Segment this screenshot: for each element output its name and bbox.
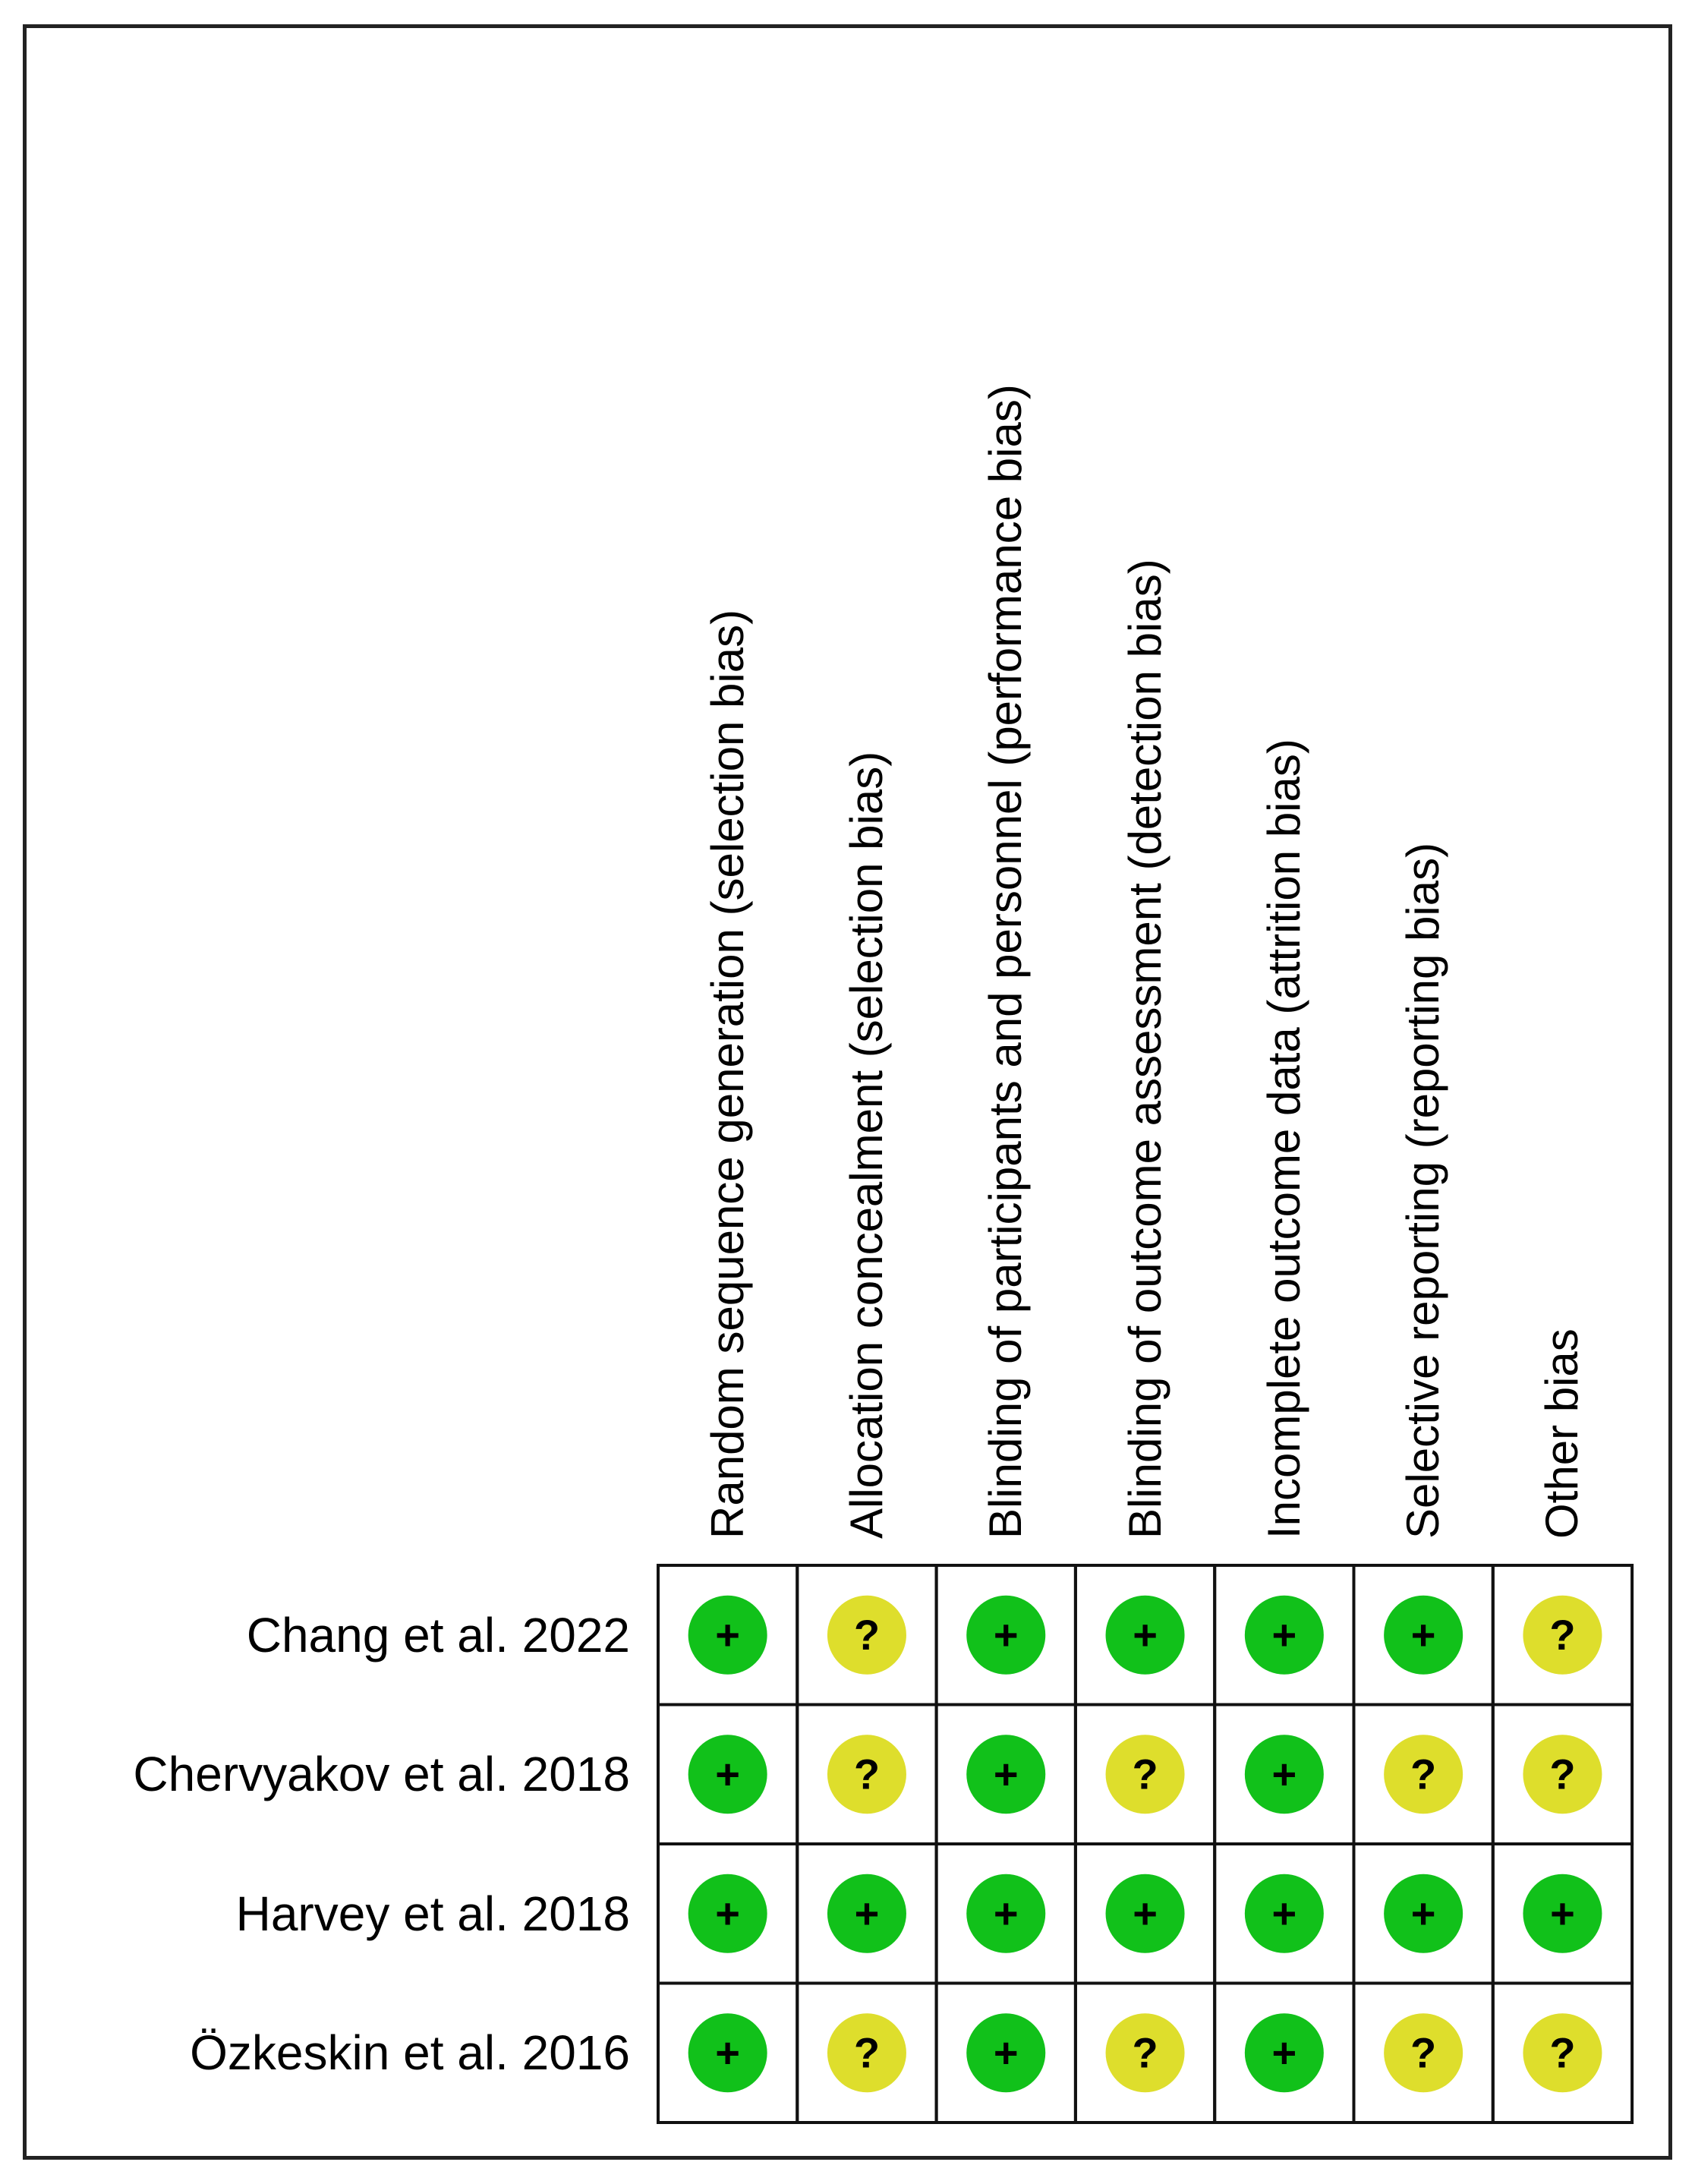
rating-symbol: + — [1410, 1610, 1436, 1659]
rating-symbol: + — [1133, 1610, 1158, 1659]
study-label: Özkeskin et al. 2016 — [190, 2025, 630, 2081]
column-label: Selective reporting (reporting bias) — [1397, 842, 1449, 1539]
rating-symbol: + — [993, 1889, 1019, 1937]
column-label: Blinding of participants and personnel (performance bias) — [980, 384, 1032, 1539]
rating-symbol: + — [993, 2028, 1019, 2077]
rating-symbol: + — [854, 1889, 880, 1937]
rating-symbol: + — [993, 1610, 1019, 1659]
rating-symbol: + — [1271, 2028, 1297, 2077]
rating-symbol: ? — [1549, 1750, 1576, 1798]
column-label: Other bias — [1536, 1328, 1588, 1539]
column-label: Allocation concealment (selection bias) — [840, 751, 892, 1539]
rating-symbol: + — [993, 1750, 1019, 1798]
study-label: Chang et al. 2022 — [246, 1607, 630, 1662]
column-label: Blinding of outcome assessment (detection bias) — [1119, 559, 1170, 1539]
study-label: Harvey et al. 2018 — [235, 1886, 630, 1941]
rating-symbol: + — [1271, 1750, 1297, 1798]
rating-symbol: ? — [853, 1610, 881, 1659]
rating-symbol: + — [715, 1750, 741, 1798]
rating-symbol: + — [1271, 1610, 1297, 1659]
rating-symbol: ? — [853, 2028, 881, 2077]
rating-symbol: ? — [1410, 2028, 1437, 2077]
rating-symbol: ? — [853, 1750, 881, 1798]
rating-symbol: + — [715, 1610, 741, 1659]
column-label: Incomplete outcome data (attrition bias) — [1258, 739, 1309, 1539]
study-label: Chervyakov et al. 2018 — [133, 1747, 630, 1802]
rating-symbol: ? — [1549, 1610, 1576, 1659]
rating-symbol: ? — [1132, 2028, 1158, 2077]
rating-symbol: + — [715, 1889, 741, 1937]
rating-symbol: + — [1410, 1889, 1436, 1937]
rating-symbol: + — [715, 2028, 741, 2077]
rating-symbol: + — [1271, 1889, 1297, 1937]
rating-symbol: ? — [1410, 1750, 1437, 1798]
rating-symbol: + — [1133, 1889, 1158, 1937]
rating-symbol: ? — [1132, 1750, 1158, 1798]
rating-symbol: + — [1550, 1889, 1575, 1937]
column-label: Random sequence generation (selection bias) — [701, 609, 753, 1539]
rating-symbol: ? — [1549, 2028, 1576, 2077]
